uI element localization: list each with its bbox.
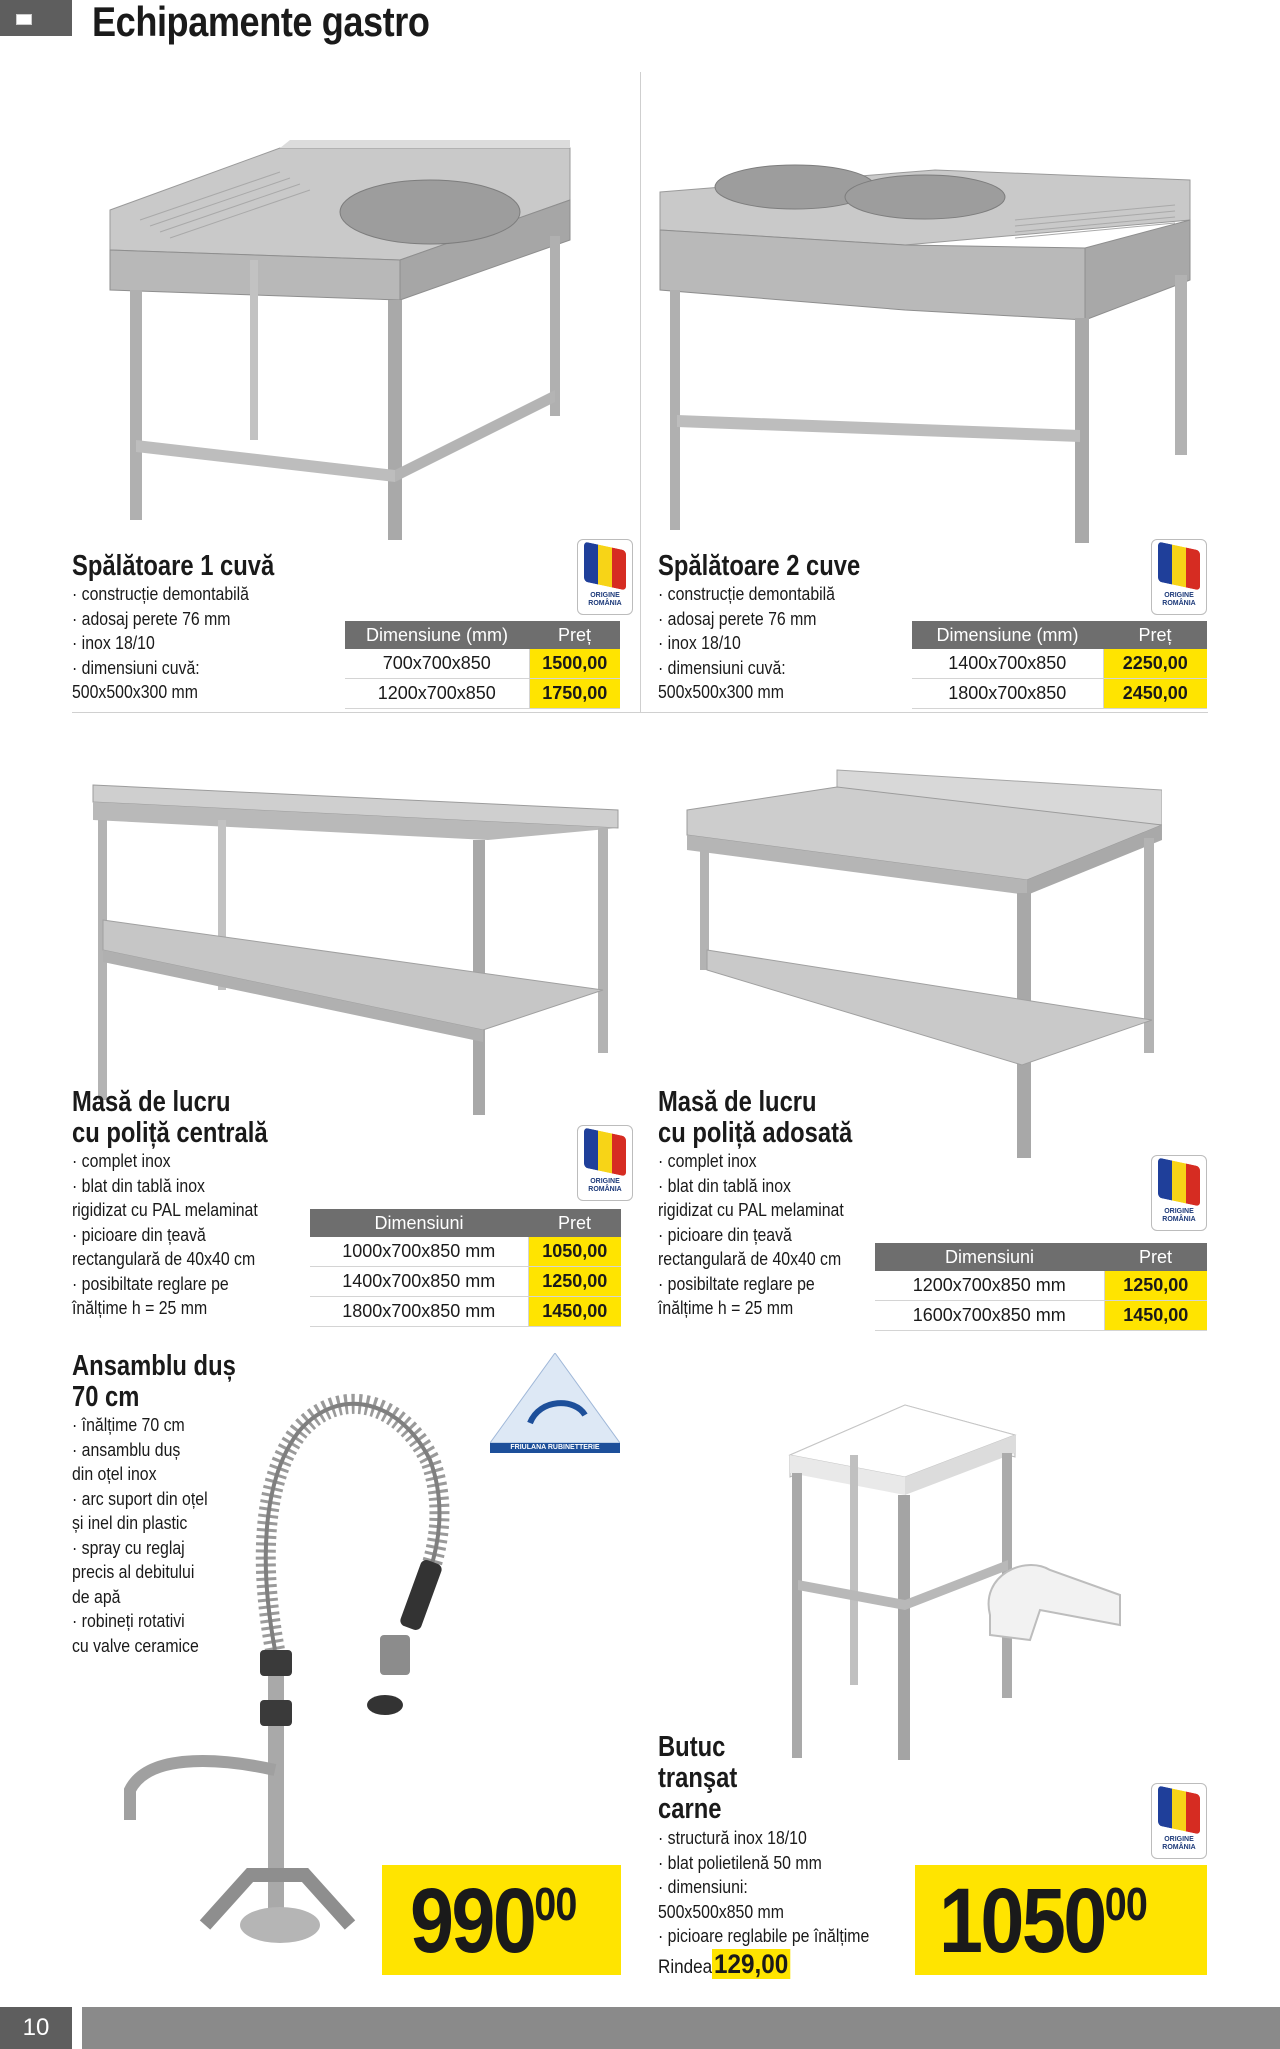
price-table: [345, 621, 620, 709]
dimension-cell: 1000x700x850 mm: [310, 1237, 528, 1267]
price-tag: [382, 1865, 621, 1975]
table-row: [875, 1271, 1207, 1301]
price-cell: 1450,00: [1104, 1301, 1207, 1331]
feature-item: rectangulară de 40x40 cm: [658, 1249, 842, 1269]
price-value: 1050$^{00}$: [939, 1870, 1147, 1972]
column-header: Dimensiune (mm): [912, 621, 1103, 649]
feature-list: [658, 1149, 844, 1321]
origin-badge: [1151, 1783, 1207, 1859]
feature-item: înălțime h = 25 mm: [658, 1298, 794, 1318]
column-header: Pret: [528, 1209, 621, 1237]
table-row: [875, 1301, 1207, 1331]
feature-item: din oțel inox: [72, 1464, 157, 1484]
price-cell: 2250,00: [1103, 649, 1207, 679]
origin-badge: [1151, 1155, 1207, 1231]
flag-icon: [16, 14, 32, 25]
feature-item: · complet inox: [72, 1149, 258, 1174]
feature-item: înălțime h = 25 mm: [72, 1298, 208, 1318]
feature-item: · robineți rotativi: [72, 1609, 208, 1634]
table-row: [345, 679, 620, 709]
product-title: Spălătoare 2 cuve: [658, 550, 861, 582]
feature-item: 500x500x300 mm: [658, 682, 784, 702]
butcher-block-image: [780, 1395, 1200, 1765]
feature-item: · picioare reglabile pe înălțime: [658, 1924, 869, 1949]
feature-item: · adosaj perete 76 mm: [72, 607, 249, 632]
feature-item: · structură inox 18/10: [658, 1826, 869, 1851]
dimension-cell: 1600x700x850 mm: [875, 1301, 1104, 1331]
romania-flag-icon: [584, 542, 626, 591]
brand-label: FRIULANA RUBINETTERIE: [510, 1444, 600, 1451]
column-header: Dimensiuni: [875, 1243, 1104, 1271]
feature-item: · picioare din țeavă: [72, 1223, 258, 1248]
feature-item: rigidizat cu PAL melaminat: [658, 1200, 844, 1220]
origin-badge: [577, 539, 633, 615]
origin-badge: [1151, 539, 1207, 615]
column-header: Preț: [1103, 621, 1207, 649]
feature-item: · dimensiuni:: [658, 1875, 869, 1900]
footer-bar: [82, 2007, 1280, 2049]
feature-item: · inox 18/10: [658, 631, 835, 656]
product-title: Ansamblu duș 70 cm: [72, 1350, 236, 1413]
dimension-cell: 1200x700x850: [345, 679, 529, 709]
origin-badge: [577, 1125, 633, 1201]
badge-label: ORIGINE ROMÂNIA: [1162, 1208, 1196, 1223]
work-table-central-shelf-image: [88, 780, 623, 1125]
romania-flag-icon: [1158, 1786, 1200, 1835]
column-header: Dimensiuni: [310, 1209, 528, 1237]
feature-item: · construcție demontabilă: [658, 582, 835, 607]
feature-item: · ansamblu duș: [72, 1438, 208, 1463]
feature-item: · dimensiuni cuvă:: [72, 656, 249, 681]
price-tag: [915, 1865, 1207, 1975]
feature-list: [72, 1149, 258, 1321]
feature-list: [658, 1826, 869, 1949]
feature-item: · posibiltate reglare pe: [658, 1272, 844, 1297]
price-cell: 1050,00: [528, 1237, 621, 1267]
dimension-cell: 1200x700x850 mm: [875, 1271, 1104, 1301]
section-divider: [72, 712, 1208, 713]
feature-item: și inel din plastic: [72, 1513, 188, 1533]
price-cell: 1750,00: [529, 679, 620, 709]
sink-1-bowl-image: [100, 140, 580, 550]
header-bar: [0, 0, 72, 36]
page-number: 10: [0, 2007, 72, 2049]
dimension-cell: 1800x700x850 mm: [310, 1297, 528, 1327]
table-row: [310, 1267, 621, 1297]
feature-list: [72, 582, 249, 705]
sink-2-bowls-image: [655, 130, 1195, 550]
price-value: $990^{00}$: [410, 1870, 577, 1972]
feature-item: rectangulară de 40x40 cm: [72, 1249, 256, 1269]
romania-flag-icon: [1158, 1158, 1200, 1207]
badge-label: ORIGINE ROMÂNIA: [588, 592, 622, 607]
product-title: Spălătoare 1 cuvă: [72, 550, 275, 582]
column-header: Dimensiune (mm): [345, 621, 529, 649]
feature-item: · inox 18/10: [72, 631, 249, 656]
feature-item: · construcție demontabilă: [72, 582, 249, 607]
page-title: Echipamente gastro: [92, 0, 430, 45]
friulana-logo: [490, 1353, 620, 1463]
feature-item: · complet inox: [658, 1149, 844, 1174]
price-table: [310, 1209, 621, 1327]
dimension-cell: 1400x700x850 mm: [310, 1267, 528, 1297]
product-title: Masă de lucru cu poliță centrală: [72, 1086, 268, 1149]
feature-item: · blat din tablă inox: [72, 1174, 258, 1199]
feature-item: de apă: [72, 1586, 121, 1607]
feature-item: precis al debitului: [72, 1562, 195, 1582]
column-header: Preț: [529, 621, 620, 649]
table-row: [912, 679, 1207, 709]
dimension-cell: 700x700x850: [345, 649, 529, 679]
badge-label: ORIGINE ROMÂNIA: [1162, 1836, 1196, 1851]
feature-item: · înălțime 70 cm: [72, 1413, 208, 1438]
badge-label: ORIGINE ROMÂNIA: [1162, 592, 1196, 607]
feature-item: rigidizat cu PAL melaminat: [72, 1200, 258, 1220]
feature-item: · blat polietilenă 50 mm: [658, 1851, 869, 1876]
feature-item: · posibiltate reglare pe: [72, 1272, 258, 1297]
romania-flag-icon: [1158, 542, 1200, 591]
product-title: Butuc tranşat carne: [658, 1731, 738, 1825]
price-cell: 2450,00: [1103, 679, 1207, 709]
table-row: [310, 1297, 621, 1327]
dimension-cell: 1800x700x850: [912, 679, 1103, 709]
table-row: [345, 649, 620, 679]
romania-flag-icon: [584, 1128, 626, 1177]
feature-item: · spray cu reglaj: [72, 1536, 208, 1561]
price-table: [875, 1243, 1207, 1331]
feature-item: · arc suport din oțel: [72, 1487, 208, 1512]
table-row: [310, 1237, 621, 1267]
rindea-price: Rindea129,00: [658, 1949, 789, 1979]
feature-item: · dimensiuni cuvă:: [658, 656, 835, 681]
feature-item: cu valve ceramice: [72, 1635, 199, 1656]
price-cell: 1450,00: [528, 1297, 621, 1327]
feature-item: · blat din tablă inox: [658, 1174, 844, 1199]
feature-list: [658, 582, 835, 705]
product-title: Masă de lucru cu poliță adosată: [658, 1086, 853, 1149]
badge-label: ORIGINE ROMÂNIA: [588, 1178, 622, 1193]
price-table: [912, 621, 1207, 709]
price-cell: 1250,00: [1104, 1271, 1207, 1301]
price-cell: 1250,00: [528, 1267, 621, 1297]
column-header: Pret: [1104, 1243, 1207, 1271]
feature-item: 500x500x850 mm: [658, 1901, 784, 1922]
feature-item: · adosaj perete 76 mm: [658, 607, 835, 632]
feature-item: · picioare din țeavă: [658, 1223, 844, 1248]
feature-item: 500x500x300 mm: [72, 682, 198, 702]
price-cell: 1500,00: [529, 649, 620, 679]
table-row: [912, 649, 1207, 679]
column-divider: [640, 72, 641, 712]
dimension-cell: 1400x700x850: [912, 649, 1103, 679]
